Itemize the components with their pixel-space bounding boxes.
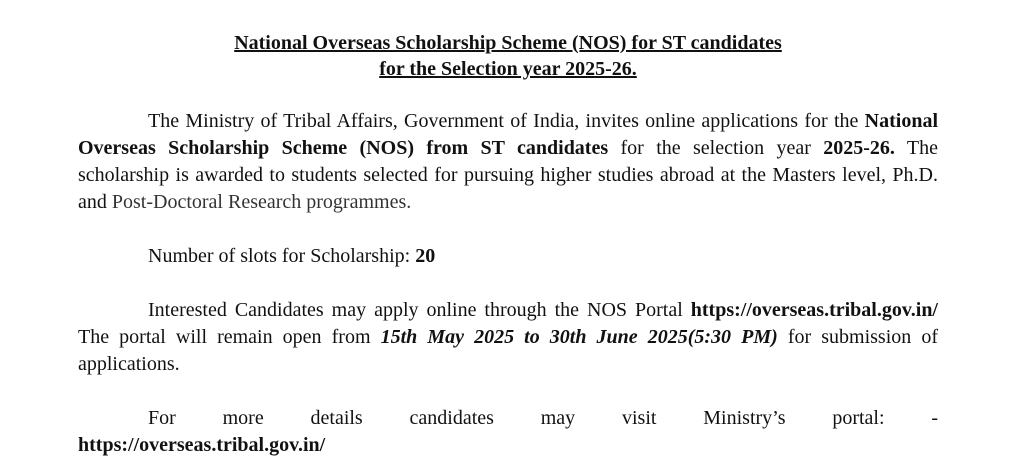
title-line-2: for the Selection year 2025-26. [379, 58, 637, 80]
notice-title [78, 30, 938, 82]
slots-paragraph [78, 243, 938, 270]
apply-text-2: The portal will remain open from [78, 326, 381, 348]
portal-link[interactable]: https://overseas.tribal.gov.in/ [690, 299, 938, 321]
slots-label: Number of slots for Scholarship: [148, 245, 416, 267]
intro-text-4: Post-Doctoral Research programmes. [111, 191, 412, 213]
intro-paragraph [78, 108, 938, 216]
ministry-portal-link[interactable]: https://overseas.tribal.gov.in/ [78, 434, 326, 456]
ministry-portal-link-line [78, 432, 938, 459]
apply-text-1: Interested Candidates may apply online through the NOS Portal [148, 299, 691, 321]
details-text: For more details candidates may visit Ministry’s portal: - [148, 407, 938, 429]
selection-year: 2025-26. [823, 137, 895, 159]
details-paragraph [78, 405, 938, 432]
application-dates: 15th May 2025 to 30th June 2025(5:30 PM) [380, 326, 778, 348]
intro-text-2: for the selection year [608, 137, 824, 159]
intro-text-1: The Ministry of Tribal Affairs, Government of India, invites online applications for the [148, 110, 865, 132]
title-line-1: National Overseas Scholarship Scheme (NOS) for ST candidates [234, 32, 782, 54]
notice-document [78, 30, 938, 459]
scheme-name: National Overseas Scholarship Scheme (NOS) from ST candidates [78, 110, 938, 159]
apply-text-3: for submission of applications. [78, 326, 939, 375]
apply-paragraph [78, 297, 938, 378]
slots-value: 20 [415, 245, 436, 267]
intro-text-3: The scholarship is awarded to students selected for pursuing higher studies abroad at the Masters level, Ph.D. and [78, 137, 939, 213]
